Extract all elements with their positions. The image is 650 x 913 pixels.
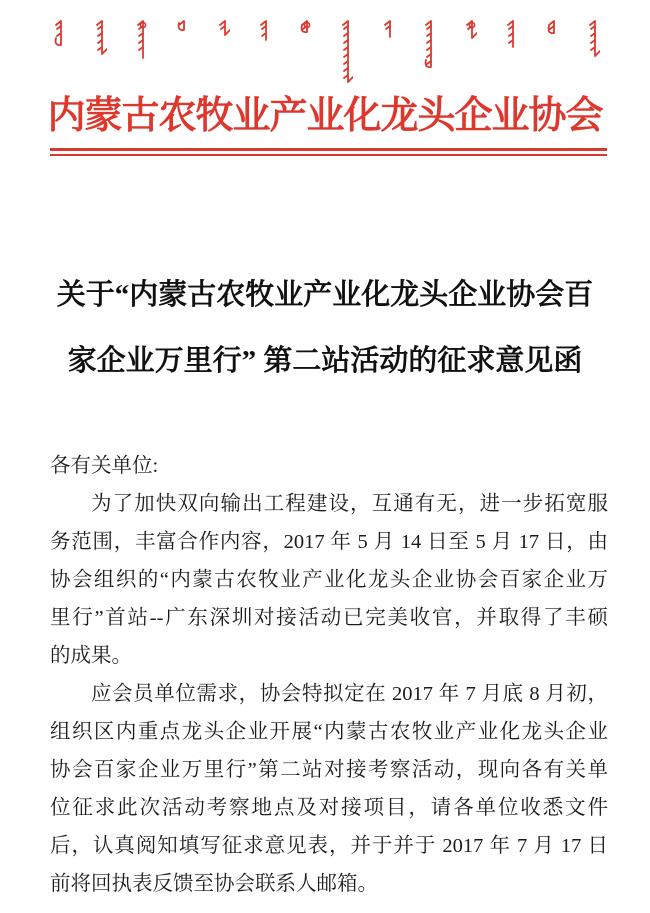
mongolian-word [52,18,66,56]
paragraph2-line5: 后，认真阅知填写征求意见表，并于并于 2017 年 7 月 17 日 [50,835,608,857]
letter-body [50,447,608,903]
paragraph2-line2: 组织区内重点龙头企业开展“内蒙古农牧业产业化龙头企业 [50,721,608,743]
mongolian-word [381,18,395,48]
paragraph1-line3: 协会组织的“内蒙古农牧业产业化龙头企业协会百家企业万 [50,569,608,591]
paragraph1-line1: 为了加快双向输出工程建设，互通有无，进一步拓宽服 [91,493,608,515]
mongolian-word [422,18,436,78]
mongolian-word [216,18,230,46]
document-title-line1: 关于“内蒙古农牧业产业化龙头企业协会百 [56,279,594,311]
paragraph1-line5: 的成果。 [50,645,132,667]
paragraph2-line6: 前将回执表反馈至协会联系人邮箱。 [50,873,378,895]
header-divider [50,148,607,156]
paragraph1-line4: 里行”首站--广东深圳对接活动已完美收官，并取得了丰硕 [50,607,608,629]
paragraph2-line1: 应会员单位需求，协会特拟定在 2017 年 7 月底 8 月初， [91,683,608,705]
mongolian-word [504,18,518,58]
mongolian-word [339,18,353,93]
mongolian-word [463,18,477,49]
mongolian-word [298,18,312,43]
paragraph2-line4: 位征求此次活动考察地点及对接项目，请各单位收悉文件 [50,797,608,819]
mongolian-word [134,18,148,69]
mongolian-word [257,18,271,51]
mongolian-word [175,18,189,41]
mongolian-word [586,18,600,67]
salutation: 各有关单位: [50,455,159,477]
org-name-heading: 内蒙古农牧业产业化龙头企业协会 [47,95,603,137]
mongolian-word [93,18,107,65]
paragraph1-line2: 务范围，丰富合作内容，2017 年 5 月 14 日至 5 月 17 日，由 [50,531,608,553]
document-title-line2: 家企业万里行” 第二站活动的征求意见函 [67,345,583,377]
mongolian-word [545,18,559,44]
paragraph2-line3: 协会百家企业万里行”第二站对接考察活动，现向各有关单 [50,759,608,781]
